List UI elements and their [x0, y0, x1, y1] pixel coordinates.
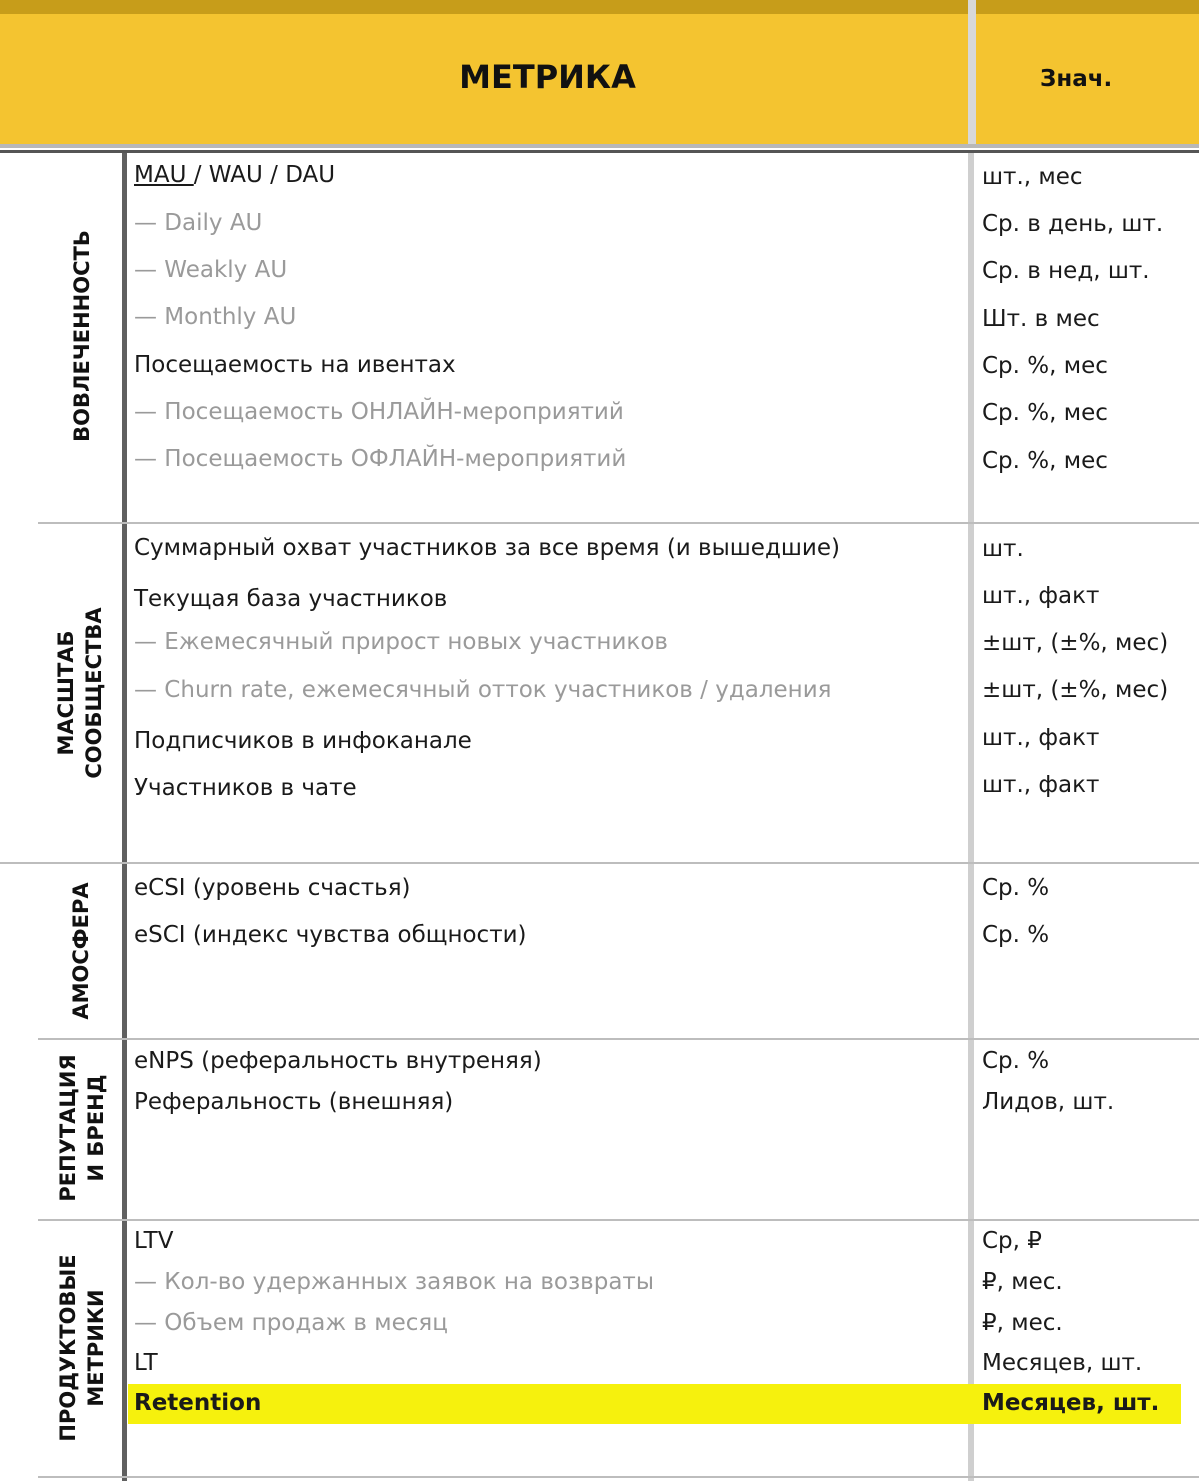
section-label-reputation-brand: РЕПУТАЦИЯ И БРЕНД: [56, 1054, 108, 1202]
unit-cell: Ср. %: [982, 1048, 1050, 1074]
unit-cell: Лидов, шт.: [982, 1089, 1115, 1115]
metric-cell: Суммарный охват участников за все время (и вышедшие): [134, 535, 840, 561]
metric-cell: — Посещаемость ОФЛАЙН-мероприятий: [134, 446, 627, 472]
metric-cell: — Weakly AU: [134, 257, 288, 283]
section-label-engagement: ВОВЛЕЧЕННОСТЬ: [70, 230, 94, 442]
section-label-product-metrics: ПРОДУКТОВЫЕ МЕТРИКИ: [56, 1254, 108, 1442]
metric-cell: LT: [134, 1350, 158, 1376]
metric-cell: — Daily AU: [134, 210, 263, 236]
section-divider: [0, 862, 1199, 864]
unit-cell: Ср. в день, шт.: [982, 211, 1164, 237]
value-column-divider: [968, 153, 974, 1481]
unit-cell: Ср. %, мес: [982, 400, 1108, 426]
metric-cell: LTV: [134, 1228, 174, 1254]
section-label-atmosphere: АМОСФЕРА: [69, 882, 93, 1020]
metric-column-header: МЕТРИКА: [459, 58, 636, 96]
metric-cell: eCSI (уровень счастья): [134, 875, 411, 901]
unit-cell: шт., факт: [982, 772, 1100, 798]
unit-cell: Ср. в нед, шт.: [982, 258, 1150, 284]
unit-cell: ₽, мес.: [982, 1310, 1063, 1336]
metric-cell: — Ежемесячный прирост новых участников: [134, 629, 668, 655]
unit-cell: шт., факт: [982, 583, 1100, 609]
unit-retention: Месяцев, шт.: [982, 1390, 1160, 1416]
metric-cell: — Churn rate, ежемесячный отток участников / удаления: [134, 677, 832, 703]
unit-cell: Месяцев, шт.: [982, 1350, 1143, 1376]
header-top-border: [0, 0, 1199, 14]
section-divider: [38, 1219, 1199, 1221]
section-divider: [38, 1038, 1199, 1040]
header-bottom-border: [0, 144, 1199, 148]
metric-cell: eNPS (реферальность внутреняя): [134, 1048, 542, 1074]
metric-cell: — Monthly AU: [134, 304, 297, 330]
metric-cell: Участников в чате: [134, 775, 357, 801]
metric-retention: Retention: [134, 1390, 262, 1416]
unit-cell: Ср. %, мес: [982, 448, 1108, 474]
unit-cell: шт.: [982, 536, 1024, 562]
metric-cell: Реферальность (внешняя): [134, 1089, 454, 1115]
unit-cell: Ср, ₽: [982, 1228, 1042, 1254]
metric-cell: — Посещаемость ОНЛАЙН-мероприятий: [134, 399, 624, 425]
metric-cell: — Объем продаж в месяц: [134, 1310, 448, 1336]
metric-cell: Текущая база участников: [134, 586, 448, 612]
section-column-divider: [122, 153, 127, 1481]
unit-cell: Ср. %: [982, 875, 1050, 901]
unit-cell: ±шт, (±%, мес): [982, 677, 1169, 703]
unit-cell: шт., мес: [982, 164, 1083, 190]
value-column-header: Знач.: [1040, 66, 1113, 92]
metric-cell: — Кол-во удержанных заявок на возвраты: [134, 1269, 654, 1295]
unit-cell: ₽, мес.: [982, 1269, 1063, 1295]
metric-cell: eSCI (индекс чувства общности): [134, 922, 527, 948]
header-bottom-border-dark: [0, 150, 1199, 153]
unit-cell: шт., факт: [982, 725, 1100, 751]
metric-cell: Подписчиков в инфоканале: [134, 728, 472, 754]
unit-cell: Ср. %, мес: [982, 353, 1108, 379]
unit-cell: Шт. в мес: [982, 306, 1100, 332]
table-bottom-border: [38, 1476, 1199, 1478]
metric-mau-wau-dau: MAU / WAU / DAU: [134, 162, 336, 188]
section-label-community-scale: МАСШТАБ СООБЩЕСТВА: [54, 607, 106, 779]
section-divider: [38, 522, 1199, 524]
unit-cell: Ср. %: [982, 922, 1050, 948]
unit-cell: ±шт, (±%, мес): [982, 630, 1169, 656]
metric-cell: Посещаемость на ивентах: [134, 352, 456, 378]
